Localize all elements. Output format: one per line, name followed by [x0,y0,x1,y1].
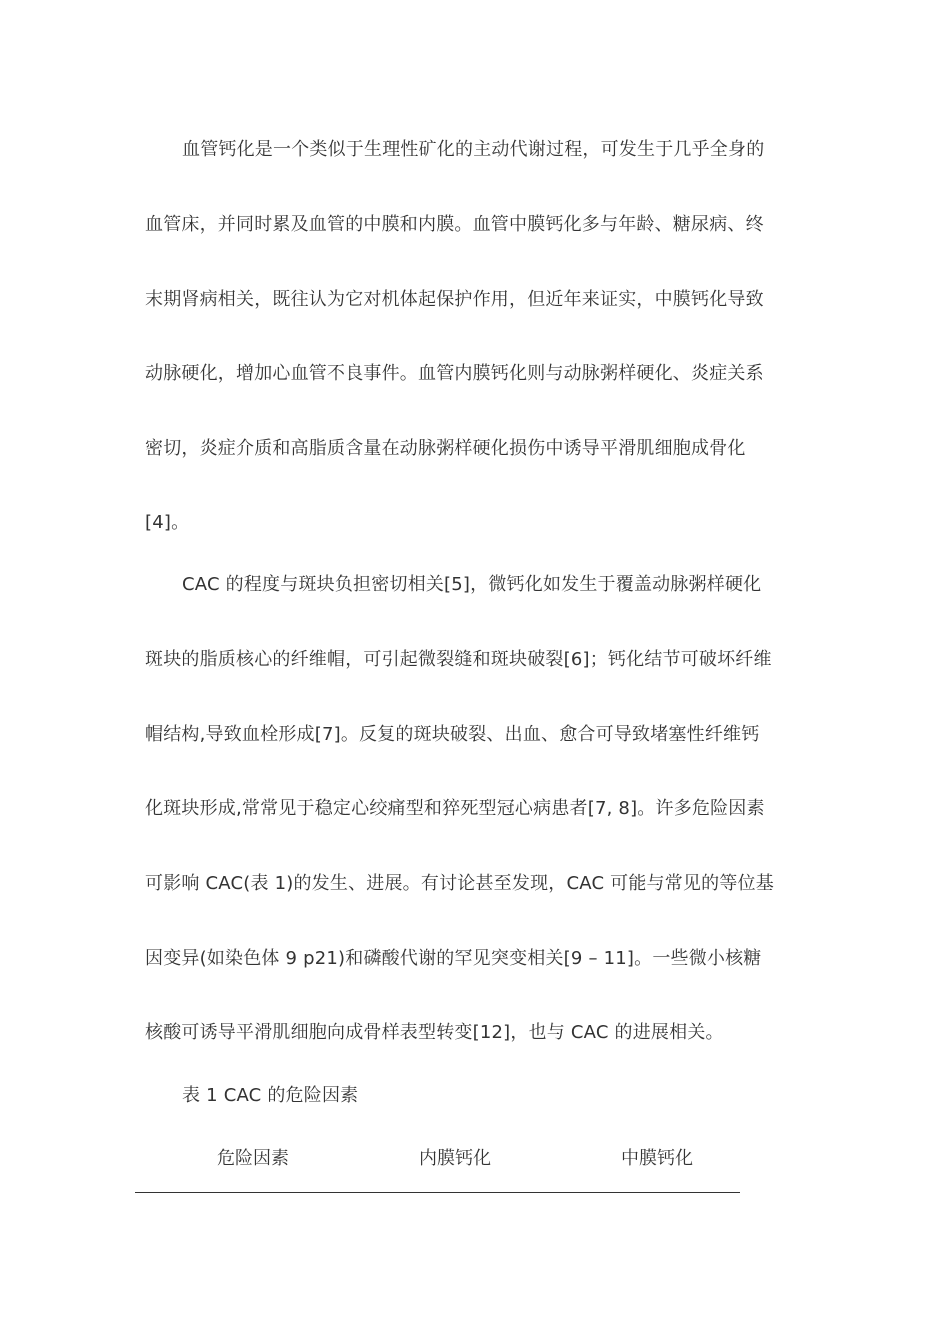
paragraph-line: CAC 的程度与斑块负担密切相关[5]，微钙化如发生于覆盖动脉粥样硬化 [182,574,762,595]
paragraph-line: 帽结构,导致血栓形成[7]。反复的斑块破裂、出血、愈合可导致堵塞性纤维钙 [145,724,760,745]
paragraph-line: 动脉硬化，增加心血管不良事件。血管内膜钙化则与动脉粥样硬化、炎症关系 [145,363,764,384]
paragraph-line: 斑块的脂质核心的纤维帽，可引起微裂缝和斑块破裂[6]；钙化结节可破坏纤维 [145,649,772,670]
table-header-intimal-calcification: 内膜钙化 [419,1148,491,1169]
paragraph-line: 因变异(如染色体 9 p21)和磷酸代谢的罕见突变相关[9 – 11]。一些微小核糖 [145,948,762,969]
paragraph-line: 化斑块形成,常常见于稳定心绞痛型和猝死型冠心病患者[7, 8]。许多危险因素 [145,798,765,819]
paragraph-line: [4]。 [145,512,190,533]
table-caption: 表 1 CAC 的危险因素 [182,1085,359,1106]
paragraph-line: 末期肾病相关，既往认为它对机体起保护作用，但近年来证实，中膜钙化导致 [145,289,764,310]
table-rule [135,1192,740,1193]
paragraph-line: 密切，炎症介质和高脂质含量在动脉粥样硬化损伤中诱导平滑肌细胞成骨化 [145,438,746,459]
paragraph-line: 血管床，并同时累及血管的中膜和内膜。血管中膜钙化多与年龄、糖尿病、终 [145,214,764,235]
table-header-medial-calcification: 中膜钙化 [621,1148,693,1169]
table-header-risk-factor: 危险因素 [217,1148,289,1169]
paragraph-line: 核酸可诱导平滑肌细胞向成骨样表型转变[12]，也与 CAC 的进展相关。 [145,1022,724,1043]
paragraph-line: 可影响 CAC(表 1)的发生、进展。有讨论甚至发现，CAC 可能与常见的等位基 [145,873,774,894]
paragraph-line: 血管钙化是一个类似于生理性矿化的主动代谢过程，可发生于几乎全身的 [182,139,765,160]
